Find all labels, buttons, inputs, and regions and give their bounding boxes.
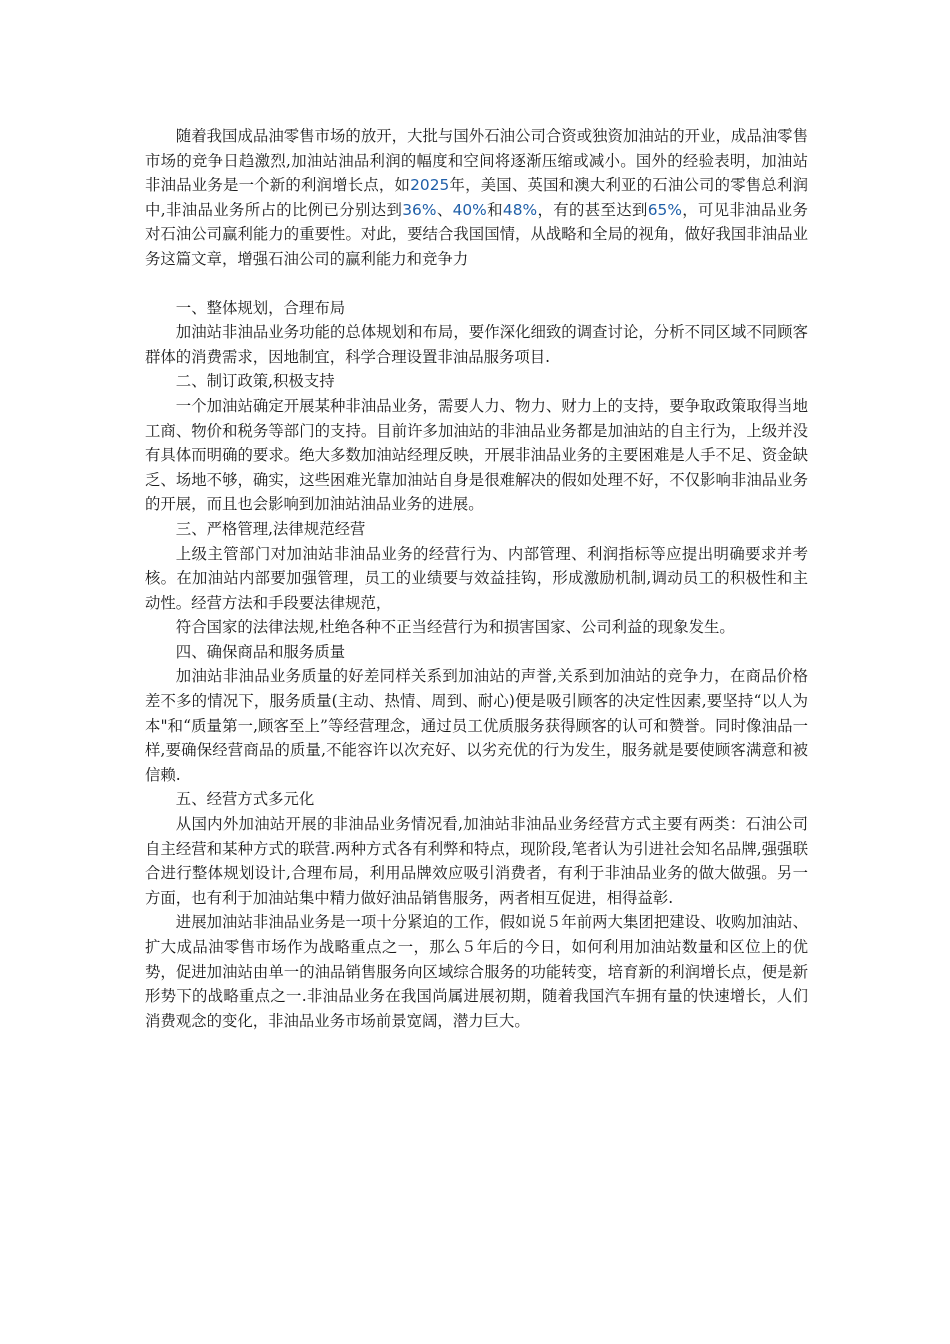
intro-text: 年，美国、英国和澳大利亚的石油公司的零售总利润中,非油品业务所占的比例已分别达到 (145, 176, 808, 219)
section-body-2: 一个加油站确定开展某种非油品业务，需要人力、物力、财力上的支持，要争取政策取得当地工商、物价和税务等部门的支持。目前许多加油站的非油品业务都是加油站的自主行为，上级并没有具体而明确的要求。绝大多数加油站经理反映，开展非油品业务的主要困难是人手不足、资金缺乏、场地不够，确实，这些困难光靠加油站自身是很难解决的假如处理不好，不仅影响非油品业务的开展，而且也会影响到加油站油品业务的进展。 (145, 396, 808, 514)
section-heading-5: 五、经营方式多元化 (175, 790, 315, 809)
section-heading-4: 四、确保商品和服务质量 (175, 642, 346, 661)
document-page (145, 124, 808, 1033)
intro-percent: 48% (502, 200, 538, 219)
intro-percent: 36% (402, 200, 437, 219)
section-body-5: 从国内外加油站开展的非油品业务情况看,加油站非油品业务经营方式主要有两类：石油公司自主经营和某种方式的联营.两种方式各有利弊和特点，现阶段,笔者认为引进社会知名品牌,强强联合进行整体规划设计,合理布局，利用品牌效应吸引消费者，有利于非油品业务的做大做强。另一方面，也有利于加油站集中精力做好油品销售服务，两者相互促进，相得益彰. (145, 815, 808, 907)
intro-percent: 65% (647, 200, 682, 219)
conclusion-paragraph: 进展加油站非油品业务是一项十分紧迫的工作，假如说５年前两大集团把建设、收购加油站、扩大成品油零售市场作为战略重点之一，那么５年后的今日，如何利用加油站数量和区位上的优势，促进加油站由单一的油品销售服务向区域综合服务的功能转变，培育新的利润增长点，便是新形势下的战略重点之一.非油品业务在我国尚属进展初期，随着我国汽车拥有量的快速增长，人们消费观念的变化，非油品业务市场前景宽阔，潜力巨大。 (145, 913, 808, 1030)
section-body-3: 上级主管部门对加油站非油品业务的经营行为、内部管理、利润指标等应提出明确要求并考核。在加油站内部要加强管理，员工的业绩要与效益挂钩，形成激励机制,调动员工的积极性和主动性。经营方法和手段要法律规范， (145, 544, 808, 612)
intro-text: 、 (436, 200, 453, 219)
section-heading-3: 三、严格管理,法律规范经营 (175, 519, 366, 538)
intro-text: 和 (486, 200, 503, 219)
intro-text: ，可见非油品业务对石油公司赢利能力的重要性。对此，要结合我国国情，从战略和全局的视角，做好我国非油品业务这篇文章，增强石油公司的赢利能力和竞争力 (145, 200, 808, 268)
intro-percent: 40% (452, 200, 487, 219)
section-heading-2: 二、制订政策,积极支持 (175, 372, 335, 391)
intro-paragraph (145, 124, 808, 272)
section-body-3b: 符合国家的法律法规,杜绝各种不正当经营行为和损害国家、公司利益的现象发生。 (175, 618, 735, 637)
section-body-4: 加油站非油品业务质量的好差同样关系到加油站的声誉,关系到加油站的竞争力，在商品价格差不多的情况下，服务质量(主动、热情、周到、耐心)便是吸引顾客的决定性因素,要坚持“以人为本"和“质量第一,顾客至上”等经营理念，通过员工优质服务获得顾客的认可和赞誉。同时像油品一样,要确保经营商品的质量,不能容许以次充好、以劣充优的行为发生，服务就是要使顾客满意和被信赖. (145, 667, 808, 784)
section-heading-1: 一、整体规划，合理布局 (175, 298, 346, 317)
section-body-1: 加油站非油品业务功能的总体规划和布局，要作深化细致的调查讨论，分析不同区域不同顾客群体的消费需求，因地制宜，科学合理设置非油品服务项目. (145, 323, 808, 366)
intro-text: 随着我国成品油零售市场的放开，大批与国外石油公司合资或独资加油站的开业，成品油零售市场的竞争日趋激烈,加油站油品利润的幅度和空间将逐渐压缩或减小。国外的经验表明，加油站非油品业务是一个新的利润增长点，如 (145, 127, 808, 195)
intro-year: 2025 (410, 176, 450, 195)
intro-text: ，有的甚至达到 (537, 200, 648, 219)
